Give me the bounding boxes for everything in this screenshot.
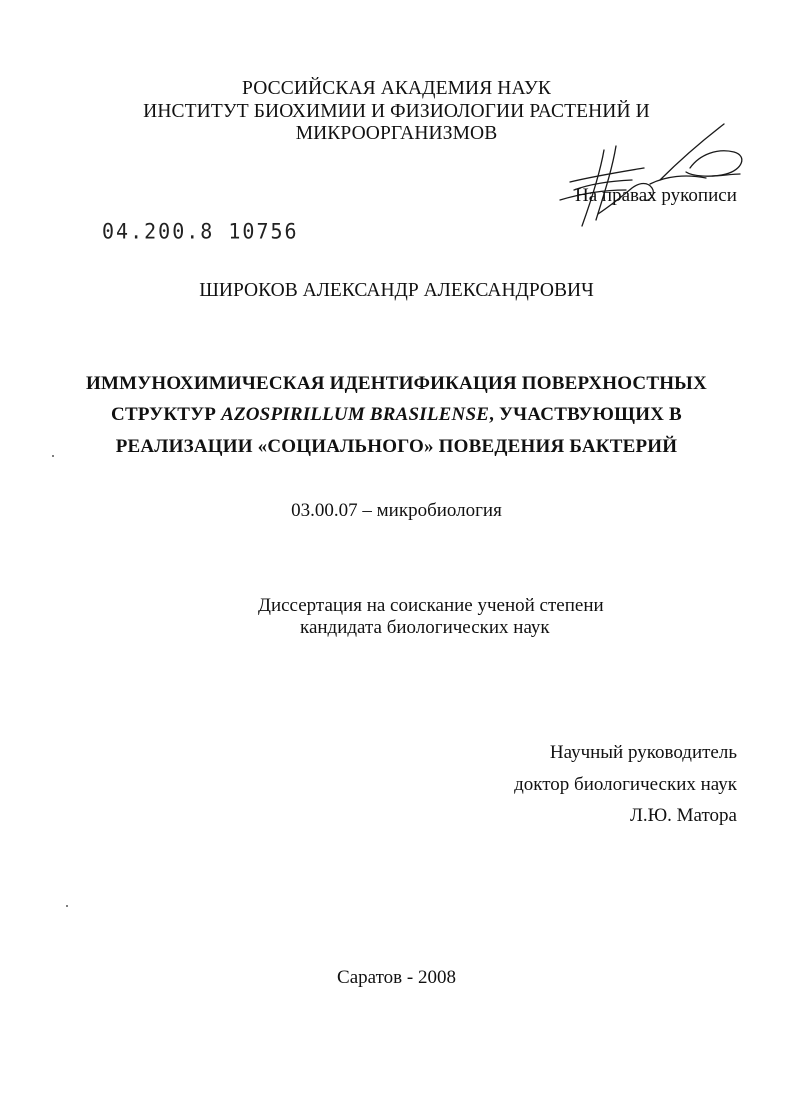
degree-line-2: кандидата биологических наук: [300, 617, 550, 638]
org-line-2: ИНСТИТУТ БИОХИМИИ И ФИЗИОЛОГИИ РАСТЕНИЙ И: [143, 101, 650, 122]
handwritten-signature: [540, 118, 750, 230]
supervisor-name: Л.Ю. Матора: [630, 805, 737, 826]
title-line-2-prefix: СТРУКТУР: [111, 404, 222, 425]
supervisor-label: Научный руководитель: [549, 742, 737, 763]
org-line-3: МИКРООРГАНИЗМОВ: [295, 123, 498, 144]
title-organism-name: AZOSPIRILLUM BRASILENSE: [221, 404, 490, 425]
title-line-1: ИММУНОХИМИЧЕСКАЯ ИДЕНТИФИКАЦИЯ ПОВЕРХНОСТНЫХ: [86, 373, 707, 394]
title-line-3: РЕАЛИЗАЦИИ «СОЦИАЛЬНОГО» ПОВЕДЕНИЯ БАКТЕРИЙ: [115, 436, 678, 457]
org-line-1: РОССИЙСКАЯ АКАДЕМИЯ НАУК: [242, 78, 551, 99]
manuscript-note: На правах рукописи: [575, 185, 737, 206]
supervisor-degree: доктор биологических наук: [514, 774, 737, 795]
degree-line-1: Диссертация на соискание ученой степени: [258, 595, 604, 616]
title-line-2-suffix: , УЧАСТВУЮЩИХ В: [489, 404, 682, 425]
registration-stamp-number: 04.200.8 10756: [102, 218, 299, 244]
specialty-code: 03.00.07 – микробиология: [291, 500, 502, 521]
city-year: Саратов - 2008: [337, 967, 456, 988]
scan-speck: [66, 905, 68, 907]
author-name: ШИРОКОВ АЛЕКСАНДР АЛЕКСАНДРОВИЧ: [199, 280, 594, 301]
title-line-2: [0, 404, 793, 426]
scan-speck: [52, 455, 54, 457]
